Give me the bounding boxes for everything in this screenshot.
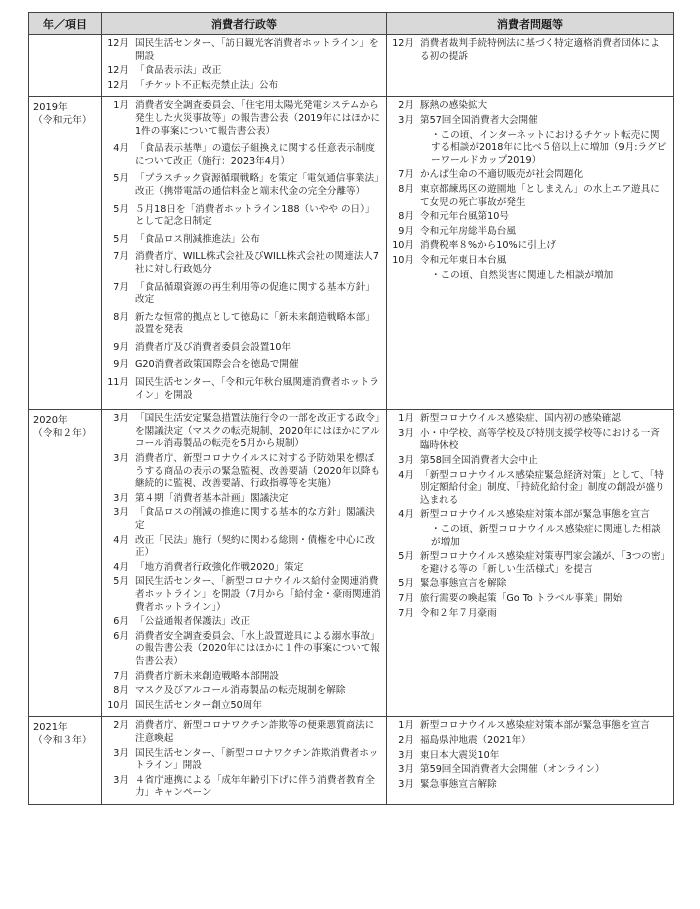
event-text: 「食品ロスの削減の推進に関する基本的な方針」閣議決定 xyxy=(135,507,375,531)
event-text: 消費者庁新未来創造戦略本部開設 xyxy=(135,670,279,682)
event-item xyxy=(106,631,382,669)
event-text: 消費者庁、新型コロナウイルスに対する予防効果を標ぼうする商品の表示の緊急監視、改善要請（2020年以降も継続的に監視、改善要請、行政指導等を実施） xyxy=(135,453,381,490)
event-month: 7月 xyxy=(113,281,129,293)
event-text: 消費者安全調査委員会、「住宅用太陽光発電システムから発生した火災事故等」の報告書公表（2019年にはほかに1件の事案について報告書公表） xyxy=(135,100,381,137)
era-label: （令和２年） xyxy=(33,428,92,440)
event-item xyxy=(106,671,382,684)
event-month: 4月 xyxy=(113,143,129,155)
event-text: 「食品循環資源の再生利用等の促進に関する基本方針」改定 xyxy=(135,281,375,306)
event-text: 第58回全国消費者大会中止 xyxy=(420,455,538,467)
event-item xyxy=(391,509,669,522)
event-item xyxy=(106,748,382,773)
event-text: 「国民生活安定緊急措置法施行令の一部を改正する政令」を閣議決定（マスクの転売規制、2020年にはほかにアルコール消毒製品の転売を5月から規制） xyxy=(135,413,380,450)
event-text: 「地方消費者行政強化作戦2020」策定 xyxy=(135,561,304,573)
event-month: 8月 xyxy=(398,183,414,195)
event-item xyxy=(391,470,669,508)
event-month: 3月 xyxy=(113,453,129,465)
event-month: 8月 xyxy=(113,685,129,697)
event-month: 11月 xyxy=(107,377,129,389)
event-item xyxy=(106,312,382,337)
event-text: G20消費者政策国際会合を徳島で開催 xyxy=(135,359,299,371)
event-text: 令和２年７月豪雨 xyxy=(420,607,497,619)
event-month: 1月 xyxy=(113,100,129,112)
era-label: （令和元年） xyxy=(33,115,92,127)
admin-cell xyxy=(102,35,387,97)
event-item xyxy=(106,720,382,745)
event-month: 6月 xyxy=(113,630,129,642)
event-text: 令和元年房総半島台風 xyxy=(420,225,516,237)
event-item xyxy=(391,211,669,224)
event-month: 12月 xyxy=(107,79,129,91)
event-month: 3月 xyxy=(398,427,414,439)
event-month: 10月 xyxy=(107,699,129,711)
event-note xyxy=(391,130,669,168)
event-text: 第４期「消費者基本計画」閣議決定 xyxy=(135,492,289,504)
event-month: 4月 xyxy=(398,469,414,481)
table-row xyxy=(29,97,674,410)
event-text: 消費者庁、新型コロナワクチン詐欺等の便乗悪質商法に注意喚起 xyxy=(135,720,375,744)
event-item xyxy=(106,700,382,713)
issues-cell xyxy=(387,410,674,717)
year-label: 2021年 xyxy=(33,722,68,734)
event-text: 「チケット不正転売禁止法」公布 xyxy=(135,79,279,91)
event-month: 5月 xyxy=(113,233,129,245)
event-item xyxy=(391,255,669,268)
admin-cell xyxy=(102,97,387,410)
event-note-text: ・この頃、インターネットにおけるチケット転売に関する相談が2018年に比べ５倍以上に増加（9月:ラグビーワールドカップ2019） xyxy=(431,129,667,166)
event-item xyxy=(106,80,382,93)
event-item xyxy=(106,359,382,372)
event-item xyxy=(391,720,669,733)
event-text: 豚熱の感染拡大 xyxy=(420,100,488,112)
event-month: 3月 xyxy=(398,778,414,790)
event-item xyxy=(106,173,382,198)
event-item xyxy=(106,493,382,506)
event-item xyxy=(391,608,669,621)
event-month: 9月 xyxy=(113,341,129,353)
event-text: 新型コロナウイルス感染症対策本部が緊急事態を宣言 xyxy=(420,509,650,521)
event-item xyxy=(391,184,669,209)
event-item xyxy=(106,342,382,355)
event-text: 第57回全国消費者大会開催 xyxy=(420,114,538,126)
event-item xyxy=(106,282,382,307)
event-month: 5月 xyxy=(398,551,414,563)
event-month: 3月 xyxy=(398,455,414,467)
event-month: 3月 xyxy=(398,764,414,776)
event-item xyxy=(391,764,669,777)
year-label: 2019年 xyxy=(33,102,68,114)
event-month: 12月 xyxy=(107,65,129,77)
year-cell xyxy=(29,410,102,717)
table-header-row xyxy=(29,13,674,35)
event-text: 消費税率８%から10%に引上げ xyxy=(420,240,556,252)
event-month: 3月 xyxy=(113,747,129,759)
event-month: 1月 xyxy=(398,720,414,732)
event-text: 新型コロナウイルス感染症対策本部が緊急事態を宣言 xyxy=(420,720,650,732)
header-admin: 消費者行政等 xyxy=(102,13,387,35)
event-month: 4月 xyxy=(398,509,414,521)
event-month: 5月 xyxy=(113,173,129,185)
event-item xyxy=(106,38,382,63)
event-text: 消費者裁判手続特例法に基づく特定適格消費者団体による初の提訴 xyxy=(420,38,660,62)
event-item xyxy=(106,616,382,629)
table-row xyxy=(29,410,674,717)
event-month: 10月 xyxy=(392,254,414,266)
event-text: ５月18日を「消費者ホットライン188（いやや の日）」として記念日制定 xyxy=(135,203,375,228)
event-item xyxy=(391,38,669,63)
issues-cell xyxy=(387,35,674,97)
header-year: 年／項目 xyxy=(29,13,102,35)
event-text: 改正「民法」施行（契約に関わる総則・債権を中心に改正） xyxy=(135,534,375,559)
event-month: 8月 xyxy=(113,311,129,323)
event-note-text: ・この頃、自然災害に関連した相談が増加 xyxy=(431,269,614,281)
event-month: 7月 xyxy=(113,670,129,682)
table-row xyxy=(29,717,674,805)
event-text: 福島県沖地震（2021年） xyxy=(420,734,531,746)
header-issues: 消費者問題等 xyxy=(387,13,674,35)
event-text: 東京都練馬区の遊園地「としまえん」の水上エア遊具にて女児の死亡事故が発生 xyxy=(420,183,660,208)
event-text: 「食品表示基準」の遺伝子組換えに関する任意表示制度について改正（施行：2023年4月） xyxy=(135,143,375,167)
event-item xyxy=(106,535,382,560)
event-item xyxy=(106,507,382,532)
event-text: 国民生活センター、「新型コロナウイルス給付金関連消費者ホットライン」を開設（7月から「給付金・豪雨関連消費者ホットライン」） xyxy=(135,576,381,613)
event-month: 7月 xyxy=(398,607,414,619)
event-month: 2月 xyxy=(398,100,414,112)
event-month: 10月 xyxy=(392,240,414,252)
consumer-history-table xyxy=(28,12,674,805)
event-text: 「公益通報者保護法」改正 xyxy=(135,616,251,628)
event-item xyxy=(391,226,669,239)
event-text: 国民生活センター、「令和元年秋台風関連消費者ホットライン」を開設 xyxy=(135,377,379,401)
event-note xyxy=(391,270,669,283)
event-item xyxy=(391,593,669,606)
event-text: かんぱ生命の不適切販売が社会問題化 xyxy=(420,169,584,181)
event-text: 「食品ロス削減推進法」公布 xyxy=(135,233,260,245)
event-text: 消費者庁、WILL株式会社及びWILL株式会社の関連法人7社に対し行政処分 xyxy=(135,251,379,275)
event-item xyxy=(106,204,382,229)
event-text: 令和元年東日本台風 xyxy=(420,254,507,266)
event-month: 8月 xyxy=(398,211,414,223)
event-month: 3月 xyxy=(113,413,129,425)
event-text: 「プラスチック資源循環戦略」を策定「電気通信事業法」改正（携帯電話の通信料金と端末代金の完全分離等） xyxy=(135,173,379,197)
issues-cell xyxy=(387,717,674,805)
event-item xyxy=(391,240,669,253)
event-item xyxy=(106,377,382,402)
event-item xyxy=(106,100,382,138)
event-text: 国民生活センター、「新型コロナワクチン詐欺消費者ホットライン」開設 xyxy=(135,747,379,772)
event-item xyxy=(106,576,382,614)
event-month: 3月 xyxy=(113,492,129,504)
event-text: 新たな恒常的拠点として徳島に「新未来創造戦略本部」設置を発表 xyxy=(135,311,375,336)
event-month: 7月 xyxy=(398,592,414,604)
era-label: （令和３年） xyxy=(33,735,92,747)
event-text: 旅行需要の喚起策「Go To トラベル事業」開始 xyxy=(420,592,623,604)
event-text: 第59回全国消費者大会開催（オンライン） xyxy=(420,764,605,776)
event-text: 国民生活センター創立50周年 xyxy=(135,699,262,711)
event-item xyxy=(391,115,669,128)
event-text: 新型コロナウイルス感染症、国内初の感染確認 xyxy=(420,413,621,425)
event-month: 3月 xyxy=(398,749,414,761)
table-row xyxy=(29,35,674,97)
year-cell xyxy=(29,35,102,97)
event-item xyxy=(106,143,382,168)
event-month: 7月 xyxy=(398,169,414,181)
event-text: 「新型コロナウイルス感染症緊急経済対策」として、「特別定額給付金」制度、「持続化給付金」制度の創設が盛り込まれる xyxy=(420,469,665,506)
event-item xyxy=(106,775,382,800)
event-note-text: ・この頃、新型コロナウイルス感染症に関連した相談が増加 xyxy=(431,524,661,548)
event-item xyxy=(391,413,669,426)
event-month: 5月 xyxy=(113,576,129,588)
event-month: 2月 xyxy=(113,720,129,732)
event-text: 新型コロナウイルス感染症対策専門家会議が、「3つの密」を避ける等の「新しい生活様式」を提言 xyxy=(420,551,666,575)
event-text: 国民生活センター、「訪日観光客消費者ホットライン」を開設 xyxy=(135,38,379,62)
year-cell xyxy=(29,717,102,805)
event-text: 消費者庁及び消費者委員会設置10年 xyxy=(135,341,292,353)
event-month: 4月 xyxy=(113,561,129,573)
event-month: 12月 xyxy=(107,38,129,49)
year-label: 2020年 xyxy=(33,415,68,427)
admin-cell xyxy=(102,410,387,717)
event-month: 4月 xyxy=(113,534,129,546)
admin-cell xyxy=(102,717,387,805)
event-text: 緊急事態宣言を解除 xyxy=(420,578,507,590)
event-item xyxy=(391,455,669,468)
event-month: 9月 xyxy=(113,359,129,371)
event-item xyxy=(391,428,669,453)
event-text: マスク及びアルコール消毒製品の転売規制を解除 xyxy=(135,685,346,697)
event-item xyxy=(106,413,382,451)
event-text: 消費者安全調査委員会、「水上設置遊具による溺水事故」の報告書公表（2020年にはほかに１件の事案について報告書公表） xyxy=(135,630,380,667)
event-item xyxy=(391,735,669,748)
event-text: 令和元年台風第10号 xyxy=(420,211,509,223)
issues-cell xyxy=(387,97,674,410)
year-cell xyxy=(29,97,102,410)
event-item xyxy=(106,562,382,575)
event-item xyxy=(391,100,669,113)
event-item xyxy=(106,65,382,78)
event-month: 3月 xyxy=(113,774,129,786)
event-month: 7月 xyxy=(113,251,129,263)
event-item xyxy=(391,169,669,182)
event-item xyxy=(106,234,382,247)
event-text: 緊急事態宣言解除 xyxy=(420,778,497,790)
event-month: 5月 xyxy=(398,578,414,590)
event-text: 「食品表示法」改正 xyxy=(135,65,222,77)
event-item xyxy=(106,251,382,276)
event-month: 3月 xyxy=(113,507,129,519)
event-month: 9月 xyxy=(398,225,414,237)
event-month: 2月 xyxy=(398,734,414,746)
event-month: 6月 xyxy=(113,616,129,628)
event-text: ４省庁連携による「成年年齢引下げに伴う消費者教育全力」キャンペーン xyxy=(135,774,375,799)
event-month: 12月 xyxy=(392,38,414,49)
event-text: 東日本大震災10年 xyxy=(420,749,500,761)
event-item xyxy=(391,578,669,591)
event-text: 小・中学校、高等学校及び特別支援学校等における一斉臨時休校 xyxy=(420,427,660,452)
event-month: 3月 xyxy=(398,114,414,126)
event-month: 5月 xyxy=(113,203,129,215)
event-month: 1月 xyxy=(398,413,414,425)
event-item xyxy=(391,750,669,763)
event-item xyxy=(106,453,382,491)
event-note xyxy=(391,524,669,549)
event-item xyxy=(391,779,669,792)
event-item xyxy=(391,551,669,576)
event-item xyxy=(106,685,382,698)
